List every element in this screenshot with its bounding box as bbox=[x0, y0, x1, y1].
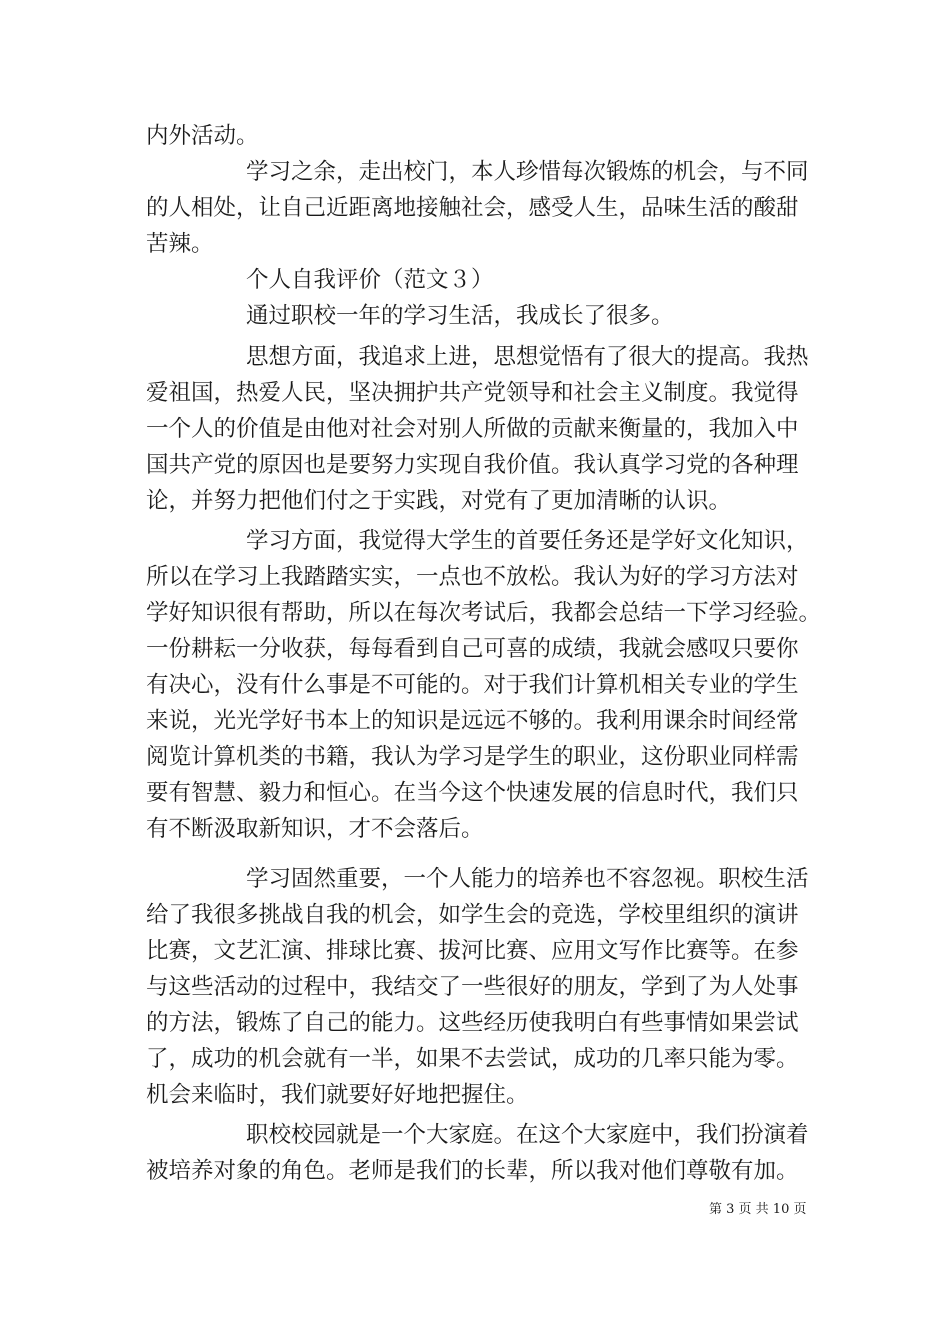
text-line: 有不断汲取新知识，才不会落后。 bbox=[146, 816, 484, 842]
text-line: 的方法，锻炼了自己的能力。这些经历使我明白有些事情如果尝试 bbox=[146, 1010, 799, 1036]
text-line: 来说，光光学好书本上的知识是远远不够的。我利用课余时间经常 bbox=[146, 708, 799, 734]
paragraph-first-line: 学习方面，我觉得大学生的首要任务还是学好文化知识， bbox=[246, 528, 809, 554]
text-line: 了，成功的机会就有一半，如果不去尝试，成功的几率只能为零。 bbox=[146, 1046, 799, 1072]
text-line: 苦辣。 bbox=[146, 231, 214, 257]
page-number-footer: 第 3 页 共 10 页 bbox=[709, 1202, 807, 1217]
text-line: 学好知识很有帮助，所以在每次考试后，我都会总结一下学习经验。 bbox=[146, 600, 822, 626]
text-line: 论，并努力把他们付之于实践，对党有了更加清晰的认识。 bbox=[146, 488, 732, 514]
text-line: 一个人的价值是由他对社会对别人所做的贡献来衡量的，我加入中 bbox=[146, 416, 799, 442]
text-line: 国共产党的原因也是要努力实现自我价值。我认真学习党的各种理 bbox=[146, 452, 799, 478]
paragraph-first-line: 思想方面，我追求上进，思想觉悟有了很大的提高。我热 bbox=[246, 344, 809, 370]
text-line: 爱祖国，热爱人民，坚决拥护共产党领导和社会主义制度。我觉得 bbox=[146, 380, 799, 406]
paragraph-first-line: 学习之余，走出校门，本人珍惜每次锻炼的机会，与不同 bbox=[246, 159, 809, 185]
text-line: 与这些活动的过程中，我结交了一些很好的朋友，学到了为人处事 bbox=[146, 974, 799, 1000]
text-line: 给了我很多挑战自我的机会，如学生会的竞选，学校里组织的演讲 bbox=[146, 902, 799, 928]
text-line: 被培养对象的角色。老师是我们的长辈，所以我对他们尊敬有加。 bbox=[146, 1158, 799, 1184]
section-heading: 个人自我评价（范文３） bbox=[246, 267, 494, 293]
text-line: 的人相处，让自己近距离地接触社会，感受人生，品味生活的酸甜 bbox=[146, 195, 799, 221]
text-line: 要有智慧、毅力和恒心。在当今这个快速发展的信息时代，我们只 bbox=[146, 780, 799, 806]
text-line: 一份耕耘一分收获，每每看到自己可喜的成绩，我就会感叹只要你 bbox=[146, 636, 799, 662]
paragraph-first-line: 职校校园就是一个大家庭。在这个大家庭中，我们扮演着 bbox=[246, 1122, 809, 1148]
text-line: 所以在学习上我踏踏实实，一点也不放松。我认为好的学习方法对 bbox=[146, 564, 799, 590]
paragraph-first-line: 学习固然重要，一个人能力的培养也不容忽视。职校生活 bbox=[246, 866, 809, 892]
text-line: 比赛，文艺汇演、排球比赛、拔河比赛、应用文写作比赛等。在参 bbox=[146, 938, 799, 964]
text-line: 内外活动。 bbox=[146, 123, 259, 149]
text-line: 阅览计算机类的书籍，我认为学习是学生的职业，这份职业同样需 bbox=[146, 744, 799, 770]
text-line: 有决心，没有什么事是不可能的。对于我们计算机相关专业的学生 bbox=[146, 672, 799, 698]
paragraph-first-line: 通过职校一年的学习生活，我成长了很多。 bbox=[246, 303, 674, 329]
text-line: 机会来临时，我们就要好好地把握住。 bbox=[146, 1082, 529, 1108]
